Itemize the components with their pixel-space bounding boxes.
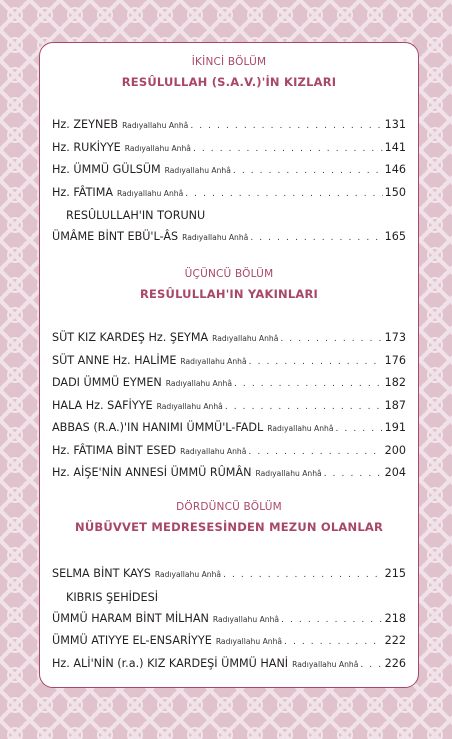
leader-dots — [248, 441, 382, 463]
leader-dots — [280, 328, 382, 350]
subsection-label: KIBRIS ŞEHİDESİ — [66, 590, 159, 604]
entry-name: ÜMMÜ HARAM BİNT MİLHAN — [52, 611, 209, 625]
toc-entry[interactable] — [52, 395, 406, 418]
entry-name: Hz. AİŞE'NİN ANNESİ ÜMMÜ RÛMÂN — [52, 466, 252, 479]
entry-page: 150 — [384, 185, 406, 199]
entry-page: 200 — [384, 443, 406, 457]
entry-honorific: Radıyallahu Anhâ — [255, 469, 322, 478]
entry-page: 182 — [384, 376, 406, 389]
entry-honorific: Radıyallahu Anhâ — [164, 166, 231, 175]
leader-dots — [284, 631, 383, 653]
section-dorduncu-bolum — [40, 501, 418, 534]
leader-dots — [190, 115, 382, 137]
leader-dots — [249, 351, 383, 373]
leader-dots — [185, 183, 382, 205]
entry-name: SELMA BİNT KAYS — [52, 567, 151, 580]
toc-entry[interactable] — [52, 350, 406, 373]
entry-name: SÜT KIZ KARDEŞ Hz. ŞEYMA — [52, 331, 209, 344]
leader-dots — [250, 227, 382, 249]
section-ucuncu-bolum — [40, 268, 418, 301]
entry-name: HALA Hz. SAFİYYE — [52, 398, 153, 412]
leader-dots — [223, 564, 383, 586]
toc-entry[interactable] — [52, 608, 406, 631]
entry-page: 218 — [384, 611, 406, 625]
toc-entry[interactable] — [52, 653, 406, 676]
toc-entry[interactable] — [52, 226, 406, 249]
section-heading: RESÛLULLAH (S.A.V.)'İN KIZLARI — [121, 75, 337, 89]
entry-page: 165 — [384, 230, 406, 243]
entry-name: DADI ÜMMÜ EYMEN — [52, 376, 162, 389]
section-kicker: DÖRDÜNCÜ BÖLÜM — [176, 501, 282, 513]
toc-entry[interactable] — [52, 417, 406, 440]
entry-name: Hz. FÂTIMA BİNT ESED — [52, 443, 177, 457]
toc-entry[interactable] — [52, 440, 406, 463]
entry-honorific: Radıyallahu Anhâ — [124, 143, 191, 153]
entry-name: ABBAS (R.A.)'IN HANIMI ÜMMÜ'L-FADL — [52, 421, 264, 434]
toc-entry[interactable] — [52, 182, 406, 205]
entry-honorific: Radıyallahu Anhâ — [212, 334, 279, 343]
entry-name: Hz. ALİ'NİN (r.a.) KIZ KARDEŞİ ÜMMÜ HANİ — [52, 656, 289, 670]
leader-dots — [193, 138, 383, 160]
entry-page: 187 — [384, 398, 406, 412]
leader-dots — [324, 463, 383, 485]
toc-entry[interactable] — [52, 327, 406, 350]
section-2-entries — [52, 327, 406, 485]
entry-page: 146 — [384, 163, 406, 176]
section-1-entries — [52, 114, 406, 249]
entry-honorific: Radıyallahu Anhâ — [292, 659, 359, 669]
entry-honorific: Radıyallahu Anhâ — [212, 614, 280, 624]
entry-page: 191 — [384, 421, 406, 434]
entry-honorific: Radıyallahu Anhâ — [156, 401, 223, 411]
entry-honorific: Radıyallahu Anhâ — [215, 637, 283, 646]
entry-name: Hz. RUKİYYE — [52, 140, 121, 154]
entry-honorific: Radıyallahu Anhâ — [180, 446, 247, 456]
entry-page: 173 — [384, 331, 406, 344]
section-heading: NÜBÜVVET MEDRESESİNDEN MEZUN OLANLAR — [75, 520, 383, 534]
leader-dots — [336, 418, 383, 440]
entry-honorific: Radıyallahu Anhâ — [154, 570, 222, 579]
entry-honorific: Radıyallahu Anhâ — [122, 121, 189, 130]
entry-page: 141 — [384, 140, 406, 154]
toc-entry[interactable] — [52, 137, 406, 160]
entry-name: Hz. FÂTIMA — [52, 185, 114, 199]
entry-name: Hz. ZEYNEB — [52, 118, 119, 131]
toc-entry[interactable] — [52, 563, 406, 586]
entry-page: 176 — [384, 353, 406, 367]
leader-dots — [225, 396, 383, 418]
section-ikinci-bolum — [40, 56, 418, 89]
entry-name: ÜMMÜ ATIYYE EL-ENSARİYYE — [52, 634, 212, 647]
section-3-entries — [52, 563, 406, 675]
entry-page: 204 — [384, 466, 406, 479]
leader-dots — [281, 609, 383, 631]
entry-page: 131 — [384, 118, 406, 131]
leader-dots — [360, 654, 382, 676]
entry-honorific: Radıyallahu Anhâ — [182, 233, 249, 242]
toc-entry[interactable] — [52, 372, 406, 395]
entry-name: Hz. ÜMMÜ GÜLSÜM — [52, 163, 161, 176]
entry-honorific: Radıyallahu Anhâ — [165, 379, 233, 388]
section-heading: RESÛLULLAH'IN YAKINLARI — [139, 287, 319, 301]
entry-page: 226 — [384, 656, 406, 670]
contents-panel — [39, 42, 419, 688]
entry-honorific: Radıyallahu Anhâ — [117, 188, 184, 198]
entry-honorific: Radıyallahu Anhâ — [267, 424, 334, 433]
toc-entry[interactable] — [52, 462, 406, 485]
entry-page: 215 — [384, 567, 406, 580]
section-kicker: İKİNCİ BÖLÜM — [191, 56, 267, 68]
entry-name: ÜMÂME BİNT EBÜ'L-ÂS — [52, 230, 179, 243]
section-kicker: ÜÇÜNCÜ BÖLÜM — [184, 268, 274, 280]
toc-entry[interactable] — [52, 630, 406, 653]
leader-dots — [233, 160, 383, 182]
leader-dots — [234, 373, 383, 395]
subsection-label: RESÛLULLAH'IN TORUNU — [66, 209, 206, 222]
toc-entry[interactable] — [52, 114, 406, 137]
entry-honorific: Radıyallahu Anhâ — [180, 356, 247, 366]
entry-page: 222 — [384, 634, 406, 647]
entry-name: SÜT ANNE Hz. HALİME — [52, 353, 177, 367]
toc-entry[interactable] — [52, 159, 406, 182]
